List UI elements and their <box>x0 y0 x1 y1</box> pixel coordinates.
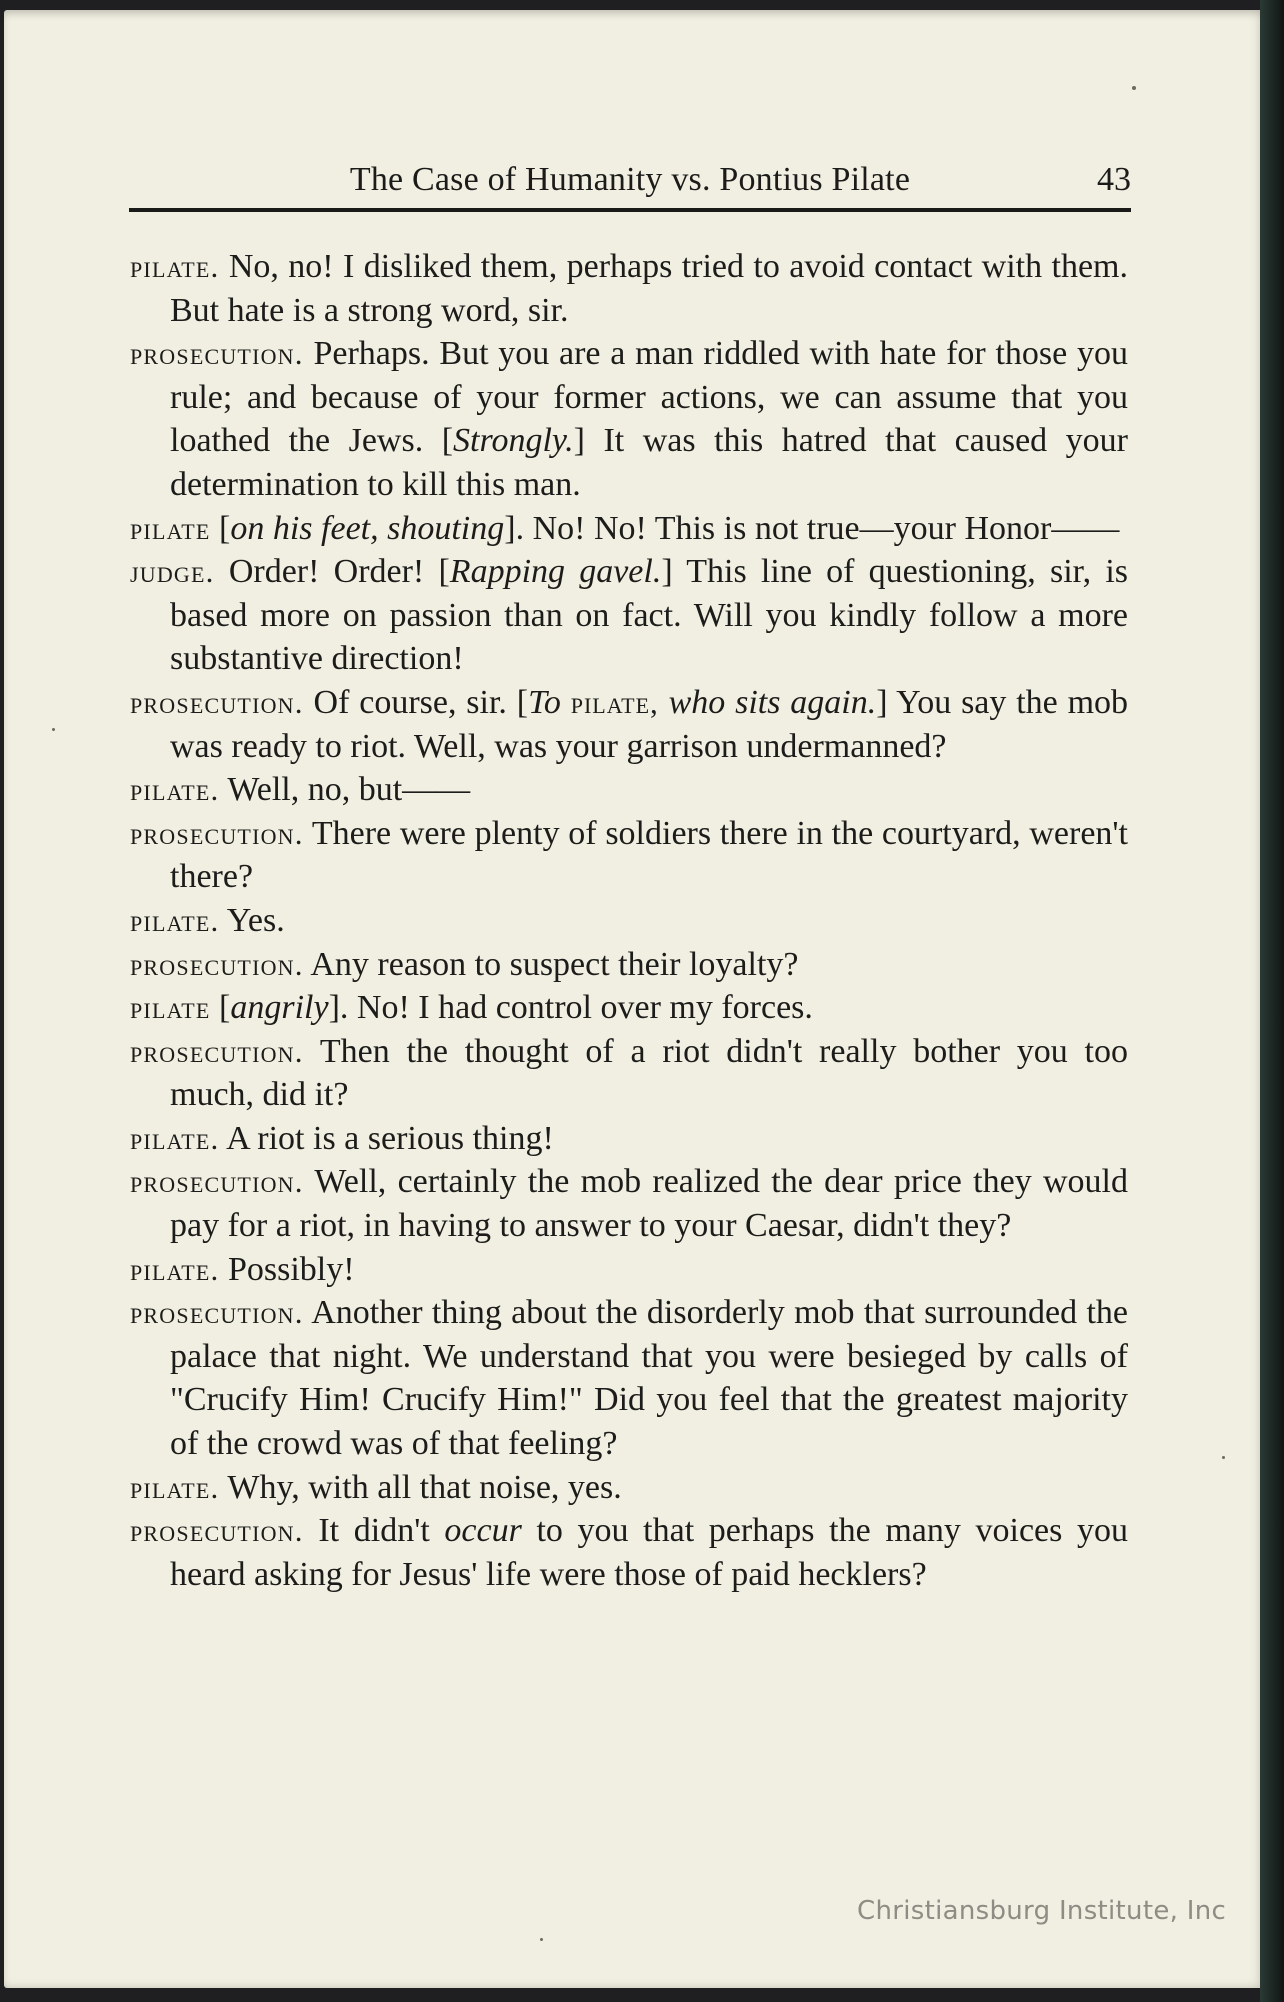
dialogue-line <box>130 1291 1128 1465</box>
dialogue-line <box>130 1509 1128 1596</box>
speaker-name: pilate. <box>130 772 220 808</box>
dialogue-line <box>130 1160 1128 1247</box>
paper-speck <box>1222 1456 1225 1459</box>
running-header <box>129 158 1131 212</box>
header-title: The Case of Humanity vs. Pontius Pilate <box>349 161 911 198</box>
spoken-text: No, no! I disliked them, perhaps tried to avoid contact with them. But hate is a strong word, sir. <box>170 248 1128 329</box>
speaker-name: prosecution. <box>130 336 304 372</box>
spoken-text: ] You say the mob was ready to riot. Well, was your garrison undermanned? <box>170 683 1129 765</box>
stage-direction: angrily <box>230 989 329 1027</box>
speaker-name: prosecution. <box>130 1033 304 1069</box>
dialogue-line <box>130 550 1128 681</box>
speaker-name: prosecution. <box>130 684 304 720</box>
speaker-name: pilate <box>130 990 211 1026</box>
spoken-text: ]. No! No! This is not true—your Honor—— <box>504 509 1120 547</box>
speaker-name: prosecution. <box>130 946 304 982</box>
spoken-text: A riot is a serious thing! <box>219 1119 554 1157</box>
dialogue-line <box>130 332 1128 506</box>
spoken-text: Then the thought of a riot didn't really bother you too much, did it? <box>170 1032 1128 1114</box>
spoken-text: Order! Order! [ <box>214 553 450 591</box>
spoken-text: [ <box>210 989 231 1027</box>
stage-direction: on his feet, shouting <box>230 509 505 547</box>
stage-direction-name: pilate, <box>570 684 659 720</box>
stage-direction: Rapping gavel. <box>449 553 662 591</box>
page-number: 43 <box>1097 161 1131 198</box>
spoken-text: Why, with all that noise, yes. <box>219 1468 622 1506</box>
speaker-name: pilate. <box>130 1469 220 1505</box>
dialogue-line <box>130 943 1128 987</box>
dialogue-line <box>130 1248 1128 1292</box>
watermark-text: Christiansburg Institute, Inc <box>857 1896 1227 1926</box>
spoken-text: Well, certainly the mob realized the dear price they would pay for a riot, in having to answer to your Caesar, didn't they? <box>170 1163 1128 1245</box>
dialogue-line <box>130 245 1128 332</box>
stage-direction: who sits again. <box>668 683 877 721</box>
paper-speck <box>52 728 55 731</box>
spoken-text: There were plenty of soldiers there in the courtyard, weren't there? <box>170 814 1128 896</box>
dialogue-line <box>130 812 1128 899</box>
spoken-text: Yes. <box>219 901 285 939</box>
dialogue-line <box>130 1030 1128 1117</box>
spoken-text: Of course, sir. [ <box>303 683 529 721</box>
dialogue-line <box>130 507 1128 551</box>
spoken-text: Any reason to suspect their loyalty? <box>303 945 799 983</box>
dialogue-line <box>130 899 1128 943</box>
dialogue-body <box>130 245 1128 1596</box>
speaker-name: prosecution. <box>130 1295 304 1331</box>
spoken-text: It didn't <box>303 1512 445 1550</box>
dialogue-line <box>130 1466 1128 1510</box>
spoken-text: ] This line of questioning, sir, is based more on passion than on fact. Will you kindly follow a more substantive direction! <box>170 553 1129 678</box>
speaker-name: pilate <box>130 510 211 546</box>
stage-direction: occur <box>444 1512 522 1550</box>
paper-speck <box>1132 86 1136 90</box>
spoken-text <box>659 684 669 721</box>
spoken-text: Perhaps. But you are a man riddled with hate for those you rule; and because of your former actions, we can assume that you loathed the Jews. [ <box>170 335 1128 460</box>
speaker-name: pilate. <box>130 902 220 938</box>
dialogue-line <box>130 986 1128 1030</box>
spoken-text <box>561 684 571 721</box>
spoken-text: Well, no, but—— <box>219 771 471 809</box>
spoken-text: Possibly! <box>219 1250 355 1288</box>
book-spine-edge <box>1260 0 1284 2002</box>
stage-direction: Strongly. <box>453 422 574 460</box>
spoken-text: ] It was this hatred that caused your determination to kill this man. <box>170 422 1128 503</box>
spoken-text: [ <box>210 509 231 547</box>
speaker-name: prosecution. <box>130 1513 304 1549</box>
dialogue-line <box>130 1117 1128 1161</box>
spoken-text: ]. No! I had control over my forces. <box>328 989 813 1027</box>
spoken-text: Another thing about the disorderly mob that surrounded the palace that night. We understand that you were besieged by calls of "Crucify Him! Crucify Him!" Did you feel that the greatest majority of the crowd was of that feeling? <box>170 1294 1128 1463</box>
stage-direction: To <box>528 683 561 721</box>
speaker-name: pilate. <box>130 1120 220 1156</box>
speaker-name: pilate. <box>130 249 220 284</box>
speaker-name: judge. <box>130 554 215 590</box>
paper-speck <box>540 1938 543 1941</box>
speaker-name: prosecution. <box>130 815 304 851</box>
spoken-text: to you that perhaps the many voices you heard asking for Jesus' life were those of paid hecklers? <box>170 1512 1128 1593</box>
speaker-name: prosecution. <box>130 1164 304 1200</box>
dialogue-line <box>130 768 1128 812</box>
dialogue-line <box>130 681 1128 768</box>
speaker-name: pilate. <box>130 1251 220 1287</box>
